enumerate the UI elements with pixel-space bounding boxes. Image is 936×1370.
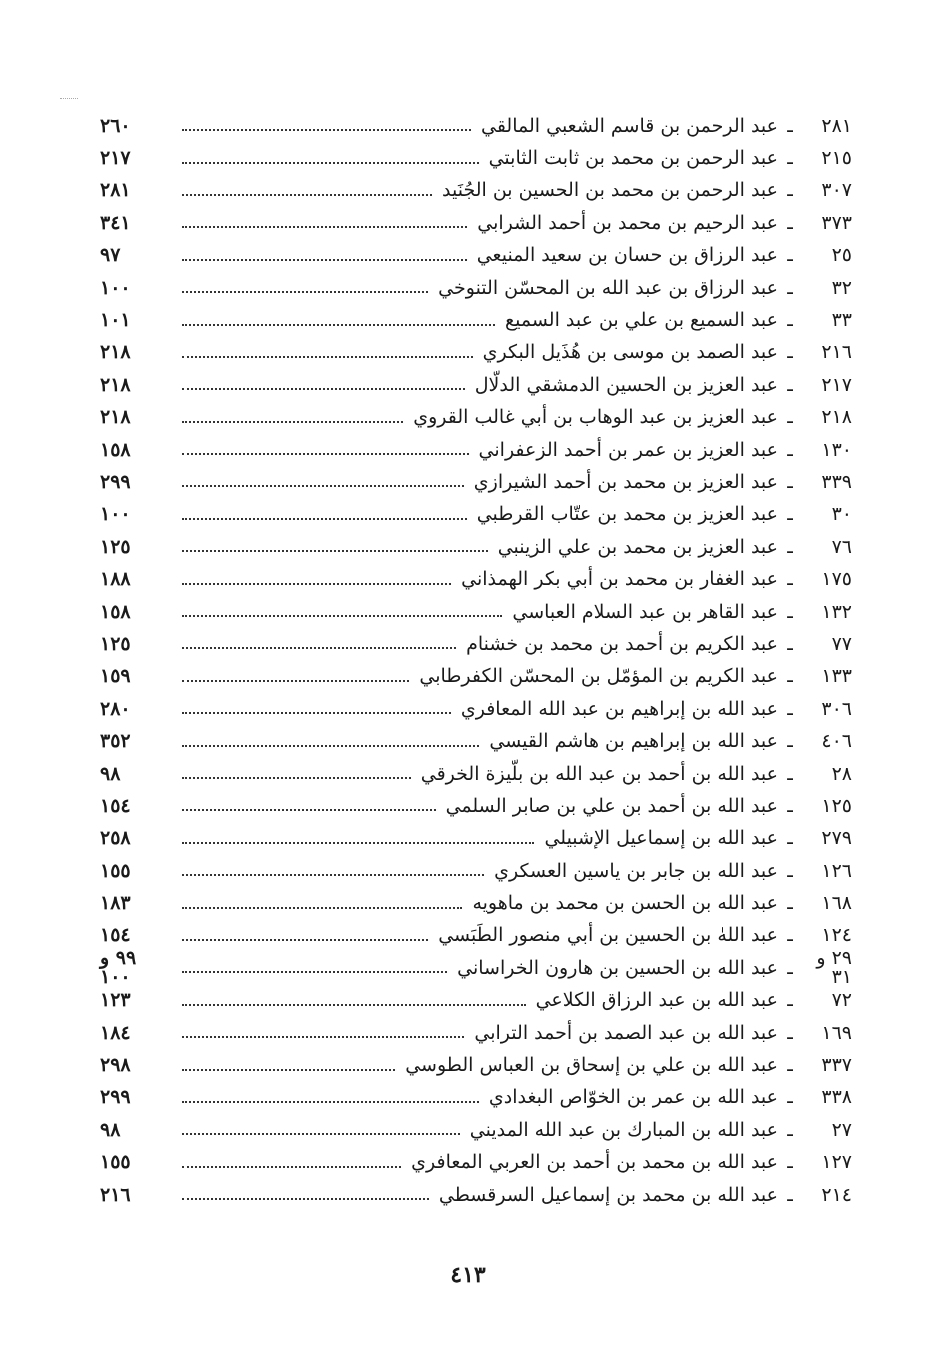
entry-page: ٢١٧ bbox=[100, 147, 131, 170]
dot-leader bbox=[182, 1198, 429, 1200]
dot-leader bbox=[182, 971, 447, 973]
entry-page: ٢٩٨ bbox=[100, 1054, 131, 1077]
index-entry bbox=[100, 628, 856, 660]
dot-leader bbox=[182, 939, 428, 941]
dot-leader bbox=[182, 194, 432, 196]
dot-leader bbox=[182, 226, 467, 228]
dot-leader bbox=[182, 647, 456, 649]
entry-name: عبد الكريم بن المؤمّل بن المحسّن الكفرطابي bbox=[419, 665, 778, 688]
dot-leader bbox=[182, 1036, 464, 1038]
index-entry bbox=[100, 920, 856, 952]
entry-number: ٧٧ bbox=[831, 632, 852, 655]
entry-dash: ـ bbox=[787, 1118, 793, 1141]
entry-name: عبد الرحمن بن محمد بن ثابت الثابتي bbox=[488, 147, 778, 170]
entry-dash: ـ bbox=[787, 114, 793, 137]
entry-name: عبد الله بن إبراهيم بن عبد الله المعافري bbox=[460, 697, 778, 720]
entry-page: ٢٨٠ bbox=[100, 697, 131, 720]
entry-page: ٢٥٨ bbox=[100, 827, 131, 850]
index-entry bbox=[100, 499, 856, 531]
dot-leader bbox=[182, 842, 534, 844]
dot-leader bbox=[182, 745, 479, 747]
entry-page: ٣٥٢ bbox=[100, 730, 131, 753]
entry-dash: ـ bbox=[787, 600, 793, 623]
entry-number: ٢٨١ bbox=[821, 114, 852, 137]
entry-number: ٢١٨ bbox=[821, 406, 852, 429]
entry-page: ٩٧ bbox=[100, 244, 121, 267]
entry-number: ٢١٤ bbox=[821, 1183, 852, 1206]
entry-dash: ـ bbox=[787, 147, 793, 170]
entry-page: ٣٤١ bbox=[100, 211, 131, 234]
entry-number: ٣٧٣ bbox=[821, 211, 852, 234]
entry-name: عبد الله بن الحسين بن هارون الخراساني bbox=[457, 956, 778, 979]
entry-dash: ـ bbox=[787, 1183, 793, 1206]
index-entry bbox=[100, 110, 856, 142]
entry-page: ٢٦٠ bbox=[100, 114, 131, 137]
entry-dash: ـ bbox=[787, 470, 793, 493]
entry-dash: ـ bbox=[787, 859, 793, 882]
dot-leader bbox=[182, 1133, 460, 1135]
entry-name: عبد الرحمن بن قاسم الشعبي المالقي bbox=[480, 114, 778, 137]
entry-dash: ـ bbox=[787, 697, 793, 720]
index-entry bbox=[100, 531, 856, 563]
margin-mark bbox=[60, 98, 78, 99]
entry-name: عبد الله بن عمر بن الخوّاص البغدادي bbox=[488, 1086, 778, 1109]
entry-page: ١٨٨ bbox=[100, 568, 131, 591]
index-entry bbox=[100, 693, 856, 725]
dot-leader bbox=[182, 615, 502, 617]
dot-leader bbox=[182, 388, 465, 390]
entry-dash: ـ bbox=[787, 244, 793, 267]
entry-page: ٢٩٩ bbox=[100, 470, 131, 493]
entry-dash: ـ bbox=[787, 794, 793, 817]
index-entry bbox=[100, 947, 856, 989]
dot-leader bbox=[182, 777, 411, 779]
entry-page: ١٢٥ bbox=[100, 632, 131, 655]
entry-number: ٣٣٨ bbox=[821, 1086, 852, 1109]
entry-dash: ـ bbox=[787, 568, 793, 591]
entry-number: ٢٧ bbox=[831, 1118, 852, 1141]
entry-page: ٩٩ و ١٠٠ bbox=[100, 947, 137, 989]
index-entry bbox=[100, 337, 856, 369]
entry-name: عبد الكريم بن أحمد بن محمد بن خشنام bbox=[466, 632, 778, 655]
entry-name: عبد الرزاق بن عبد الله بن المحسّن التنوخي bbox=[438, 276, 778, 299]
entry-name: عبد الله بن المبارك بن عبد الله المديني bbox=[469, 1118, 778, 1141]
entry-page: ١٥٤ bbox=[100, 924, 131, 947]
index-list bbox=[100, 110, 856, 1211]
dot-leader bbox=[182, 1069, 395, 1071]
entry-page: ٩٨ bbox=[100, 1118, 121, 1141]
entry-number: ٢٧٩ bbox=[821, 827, 852, 850]
index-entry bbox=[100, 758, 856, 790]
entry-dash: ـ bbox=[787, 373, 793, 396]
entry-number: ٢١٥ bbox=[821, 147, 852, 170]
entry-dash: ـ bbox=[787, 406, 793, 429]
entry-number: ١٦٨ bbox=[821, 892, 852, 915]
entry-dash: ـ bbox=[787, 892, 793, 915]
entry-number: ١٧٥ bbox=[821, 568, 852, 591]
dot-leader bbox=[182, 259, 467, 261]
dot-leader bbox=[182, 518, 467, 520]
entry-number: ٣٠٦ bbox=[821, 697, 852, 720]
dot-leader bbox=[182, 324, 495, 326]
entry-number: ٣٣٧ bbox=[821, 1054, 852, 1077]
entry-page: ١٥٥ bbox=[100, 859, 131, 882]
entry-dash: ـ bbox=[787, 535, 793, 558]
entry-name: عبد الله بن الحسن بن محمد بن ماهويه bbox=[472, 892, 778, 915]
entry-name: عبد الله بن أحمد بن عبد الله بن بلّيزة الخرقي bbox=[420, 762, 778, 785]
entry-name: عبد الله بن عبد الصمد بن أحمد الترابي bbox=[474, 1021, 778, 1044]
entry-number: ٣٠ bbox=[831, 503, 852, 526]
entry-number: ١٢٥ bbox=[821, 794, 852, 817]
entry-name: عبد الرحمن بن محمد بن الحسين بن الجُنَيد bbox=[442, 179, 778, 202]
dot-leader bbox=[182, 712, 451, 714]
dot-leader bbox=[182, 291, 428, 293]
index-entry bbox=[100, 466, 856, 498]
entry-page: ٢١٨ bbox=[100, 373, 131, 396]
entry-dash: ـ bbox=[787, 730, 793, 753]
dot-leader bbox=[182, 680, 409, 682]
dot-leader bbox=[182, 1101, 479, 1103]
index-entry bbox=[100, 661, 856, 693]
entry-name: عبد العزيز بن عبد الوهاب بن أبي غالب القروي bbox=[413, 406, 778, 429]
entry-page: ٢٨١ bbox=[100, 179, 131, 202]
index-entry bbox=[100, 855, 856, 887]
entry-number: ١٢٤ bbox=[821, 924, 852, 947]
index-entry bbox=[100, 369, 856, 401]
entry-dash: ـ bbox=[787, 211, 793, 234]
entry-page: ٢٩٩ bbox=[100, 1086, 131, 1109]
dot-leader bbox=[182, 1004, 526, 1006]
entry-dash: ـ bbox=[787, 924, 793, 947]
entry-number: ٢١٧ bbox=[821, 373, 852, 396]
entry-name: عبد الله بن جابر بن ياسين العسكري bbox=[494, 859, 778, 882]
entry-name: عبد الله بن محمد بن إسماعيل السرقسطي bbox=[438, 1183, 778, 1206]
index-entry bbox=[100, 823, 856, 855]
entry-page: ١٢٥ bbox=[100, 535, 131, 558]
entry-name: عبد الله بن عبد الرزاق الكلاعي bbox=[535, 989, 778, 1012]
index-entry bbox=[100, 1017, 856, 1049]
index-entry bbox=[100, 596, 856, 628]
entry-page: ١٨٤ bbox=[100, 1021, 131, 1044]
entry-page: ١٨٣ bbox=[100, 892, 131, 915]
index-entry bbox=[100, 1114, 856, 1146]
entry-number: ٣٠٧ bbox=[821, 179, 852, 202]
entry-page: ١٥٤ bbox=[100, 794, 131, 817]
index-entry bbox=[100, 434, 856, 466]
entry-name: عبد العزيز بن الحسين الدمشقي الدلّال bbox=[474, 373, 778, 396]
entry-dash: ـ bbox=[787, 341, 793, 364]
entry-number: ٢١٦ bbox=[821, 341, 852, 364]
index-entry bbox=[100, 985, 856, 1017]
index-entry bbox=[100, 1082, 856, 1114]
entry-page: ١٥٥ bbox=[100, 1151, 131, 1174]
entry-name: عبد الرحيم بن محمد بن أحمد الشرابي bbox=[477, 211, 778, 234]
entry-name: عبد الله بن إسماعيل الإشبيلي bbox=[544, 827, 778, 850]
entry-page: ٢١٨ bbox=[100, 341, 131, 364]
entry-page: ١٠٠ bbox=[100, 503, 131, 526]
dot-leader bbox=[182, 162, 479, 164]
entry-page: ١٥٩ bbox=[100, 665, 131, 688]
entry-name: عبد اللهٰ بن الحسين بن أبي منصور الطَبَسي bbox=[438, 924, 778, 947]
entry-dash: ـ bbox=[787, 276, 793, 299]
entry-name: عبد السميع بن علي بن عبد السميع bbox=[505, 309, 778, 332]
entry-dash: ـ bbox=[787, 956, 793, 979]
entry-dash: ـ bbox=[787, 632, 793, 655]
entry-number: ١٢٧ bbox=[821, 1151, 852, 1174]
entry-name: عبد الصمد بن موسى بن هُذَيل البكري bbox=[482, 341, 778, 364]
entry-page: ٢١٨ bbox=[100, 406, 131, 429]
entry-page: ١٠٠ bbox=[100, 276, 131, 299]
entry-page: ١٥٨ bbox=[100, 438, 131, 461]
index-entry bbox=[100, 725, 856, 757]
dot-leader bbox=[182, 550, 488, 552]
dot-leader bbox=[182, 485, 464, 487]
entry-name: عبد الرزاق بن حسان بن سعيد المنيعي bbox=[476, 244, 778, 267]
entry-name: عبد العزيز بن محمد بن علي الزينبي bbox=[497, 535, 778, 558]
dot-leader bbox=[182, 809, 436, 811]
entry-page: ١٥٨ bbox=[100, 600, 131, 623]
entry-page: ١٢٣ bbox=[100, 989, 131, 1012]
entry-dash: ـ bbox=[787, 1021, 793, 1044]
entry-dash: ـ bbox=[787, 665, 793, 688]
index-entry bbox=[100, 402, 856, 434]
entry-number: ٧٢ bbox=[831, 989, 852, 1012]
dot-leader bbox=[182, 421, 403, 423]
index-entry bbox=[100, 790, 856, 822]
page-number: ٤١٣ bbox=[450, 1262, 486, 1288]
index-entry bbox=[100, 1049, 856, 1081]
entry-number: ٤٠٦ bbox=[821, 730, 852, 753]
dot-leader bbox=[182, 907, 462, 909]
index-entry bbox=[100, 563, 856, 595]
entry-name: عبد العزيز بن عمر بن أحمد الزعفراني bbox=[478, 438, 778, 461]
index-entry bbox=[100, 272, 856, 304]
entry-dash: ـ bbox=[787, 438, 793, 461]
entry-dash: ـ bbox=[787, 1151, 793, 1174]
entry-number: ١٢٦ bbox=[821, 859, 852, 882]
dot-leader bbox=[182, 356, 473, 358]
entry-dash: ـ bbox=[787, 179, 793, 202]
dot-leader bbox=[182, 1166, 401, 1168]
index-entry bbox=[100, 1147, 856, 1179]
index-entry bbox=[100, 240, 856, 272]
entry-dash: ـ bbox=[787, 1086, 793, 1109]
entry-number: ٣٣ bbox=[831, 309, 852, 332]
entry-number: ١٣٣ bbox=[821, 665, 852, 688]
entry-number: ١٣٢ bbox=[821, 600, 852, 623]
dot-leader bbox=[182, 874, 484, 876]
entry-name: عبد الغفار بن محمد بن أبي بكر الهمذاني bbox=[461, 568, 778, 591]
entry-page: ٩٨ bbox=[100, 762, 121, 785]
entry-number: ٢٨ bbox=[831, 762, 852, 785]
dot-leader bbox=[182, 129, 471, 131]
entry-number: ١٣٠ bbox=[821, 438, 852, 461]
dot-leader bbox=[182, 453, 469, 455]
entry-number: ٧٦ bbox=[831, 535, 852, 558]
entry-number: ١٦٩ bbox=[821, 1021, 852, 1044]
index-entry bbox=[100, 142, 856, 174]
entry-page: ١٠١ bbox=[100, 309, 131, 332]
entry-dash: ـ bbox=[787, 762, 793, 785]
entry-name: عبد العزيز بن محمد بن عتّاب القرطبي bbox=[476, 503, 778, 526]
entry-dash: ـ bbox=[787, 1054, 793, 1077]
entry-dash: ـ bbox=[787, 503, 793, 526]
entry-page: ٢١٦ bbox=[100, 1183, 131, 1206]
entry-name: عبد الله بن محمد بن أحمد بن العربي المعافري bbox=[411, 1151, 778, 1174]
entry-dash: ـ bbox=[787, 827, 793, 850]
entry-name: عبد الله بن علي بن إسحاق بن العباس الطوسي bbox=[405, 1054, 778, 1077]
index-entry bbox=[100, 207, 856, 239]
entry-number: ٢٥ bbox=[831, 244, 852, 267]
entry-name: عبد العزيز بن محمد بن أحمد الشيرازي bbox=[473, 470, 778, 493]
entry-number: ٢٩ و ٣١ bbox=[816, 947, 852, 989]
entry-dash: ـ bbox=[787, 309, 793, 332]
index-entry bbox=[100, 1179, 856, 1211]
entry-number: ٣٣٩ bbox=[821, 470, 852, 493]
index-entry bbox=[100, 887, 856, 919]
dot-leader bbox=[182, 583, 451, 585]
entry-name: عبد الله بن أحمد بن علي بن صابر السلمي bbox=[445, 794, 778, 817]
entry-name: عبد القاهر بن عبد السلام العباسي bbox=[512, 600, 778, 623]
index-entry bbox=[100, 175, 856, 207]
index-entry bbox=[100, 304, 856, 336]
entry-number: ٣٢ bbox=[831, 276, 852, 299]
entry-dash: ـ bbox=[787, 989, 793, 1012]
entry-name: عبد الله بن إبراهيم بن هاشم القيسي bbox=[489, 730, 778, 753]
